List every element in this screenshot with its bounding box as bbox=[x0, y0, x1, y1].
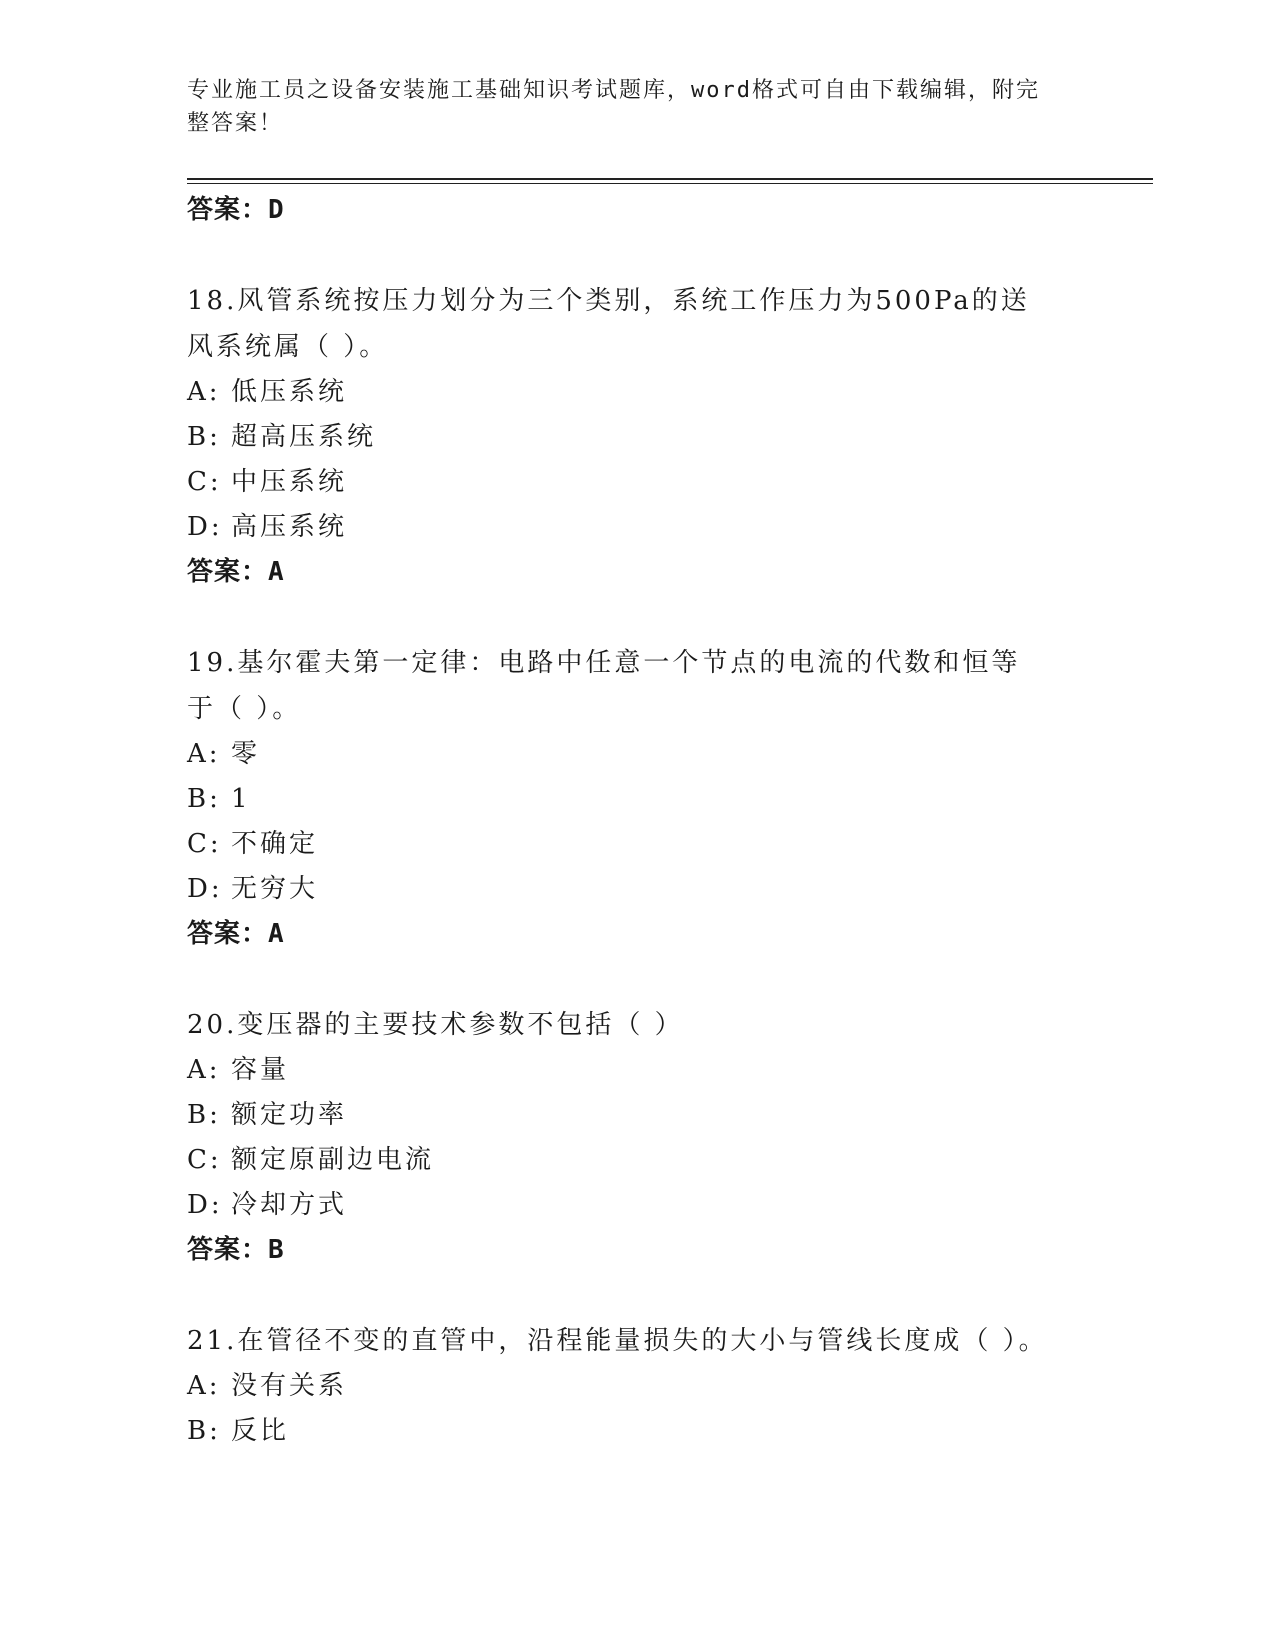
option-letter: C: bbox=[187, 829, 222, 859]
answer-line bbox=[187, 550, 1087, 594]
option-c bbox=[187, 822, 1087, 867]
option-d bbox=[187, 1183, 1087, 1228]
option-letter: C: bbox=[187, 1145, 222, 1175]
option-letter: B: bbox=[187, 1416, 221, 1446]
option-d bbox=[187, 867, 1087, 912]
option-letter: B: bbox=[187, 422, 221, 452]
option-b bbox=[187, 777, 1087, 822]
option-letter: B: bbox=[187, 784, 221, 814]
header-line-2: 整答案！ bbox=[187, 111, 284, 136]
option-b bbox=[187, 415, 1087, 460]
option-text: 不确定 bbox=[231, 829, 319, 859]
answer-value: A bbox=[268, 557, 285, 587]
question-text: 20.变压器的主要技术参数不包括（ ） bbox=[187, 1010, 684, 1040]
answer-value: D bbox=[268, 195, 285, 225]
option-text: 冷却方式 bbox=[231, 1190, 348, 1220]
option-text: 反比 bbox=[231, 1416, 290, 1446]
answer-line bbox=[187, 912, 1087, 956]
option-c bbox=[187, 1138, 1087, 1183]
option-c bbox=[187, 460, 1087, 505]
option-text: 容量 bbox=[231, 1055, 290, 1085]
answer-label: 答案： bbox=[187, 557, 269, 587]
answer-line bbox=[187, 188, 1087, 232]
option-a bbox=[187, 732, 1087, 777]
header-line-1: 专业施工员之设备安装施工基础知识考试题库，word格式可自由下载编辑，附完 bbox=[187, 78, 1040, 103]
option-letter: C: bbox=[187, 467, 222, 497]
option-text: 高压系统 bbox=[231, 512, 348, 542]
header-rule-thin bbox=[187, 183, 1153, 184]
option-text: 超高压系统 bbox=[231, 422, 377, 452]
option-text: 没有关系 bbox=[231, 1371, 348, 1401]
option-letter: D: bbox=[187, 1190, 223, 1220]
option-letter: A: bbox=[187, 739, 221, 769]
option-d bbox=[187, 505, 1087, 550]
answer-value: A bbox=[268, 919, 285, 949]
answer-value: B bbox=[268, 1235, 285, 1265]
header-rule-thick bbox=[187, 178, 1153, 180]
question-list bbox=[187, 188, 1087, 1454]
answer-line bbox=[187, 1228, 1087, 1272]
option-letter: A: bbox=[187, 1055, 221, 1085]
option-letter: A: bbox=[187, 377, 221, 407]
question-text: 18.风管系统按压力划分为三个类别，系统工作压力为500Pa的送风系统属（ ）。 bbox=[187, 286, 1030, 362]
option-text: 额定原副边电流 bbox=[231, 1145, 435, 1175]
option-letter: D: bbox=[187, 512, 223, 542]
option-text: 无穷大 bbox=[231, 874, 319, 904]
option-b bbox=[187, 1093, 1087, 1138]
option-text: 中压系统 bbox=[231, 467, 348, 497]
option-letter: B: bbox=[187, 1100, 221, 1130]
option-letter: D: bbox=[187, 874, 223, 904]
document-header bbox=[187, 74, 1087, 140]
option-a bbox=[187, 1364, 1087, 1409]
question-text: 21.在管径不变的直管中，沿程能量损失的大小与管线长度成（ ）。 bbox=[187, 1326, 1048, 1356]
option-text: 低压系统 bbox=[231, 377, 348, 407]
option-a bbox=[187, 370, 1087, 415]
option-text: 1 bbox=[231, 784, 251, 814]
answer-label: 答案： bbox=[187, 1235, 269, 1265]
option-letter: A: bbox=[187, 1371, 221, 1401]
answer-label: 答案： bbox=[187, 195, 269, 225]
option-b bbox=[187, 1409, 1087, 1454]
question-text: 19.基尔霍夫第一定律：电路中任意一个节点的电流的代数和恒等于（ ）。 bbox=[187, 648, 1021, 724]
option-text: 额定功率 bbox=[231, 1100, 348, 1130]
answer-label: 答案： bbox=[187, 919, 269, 949]
option-text: 零 bbox=[231, 739, 261, 769]
option-a bbox=[187, 1048, 1087, 1093]
